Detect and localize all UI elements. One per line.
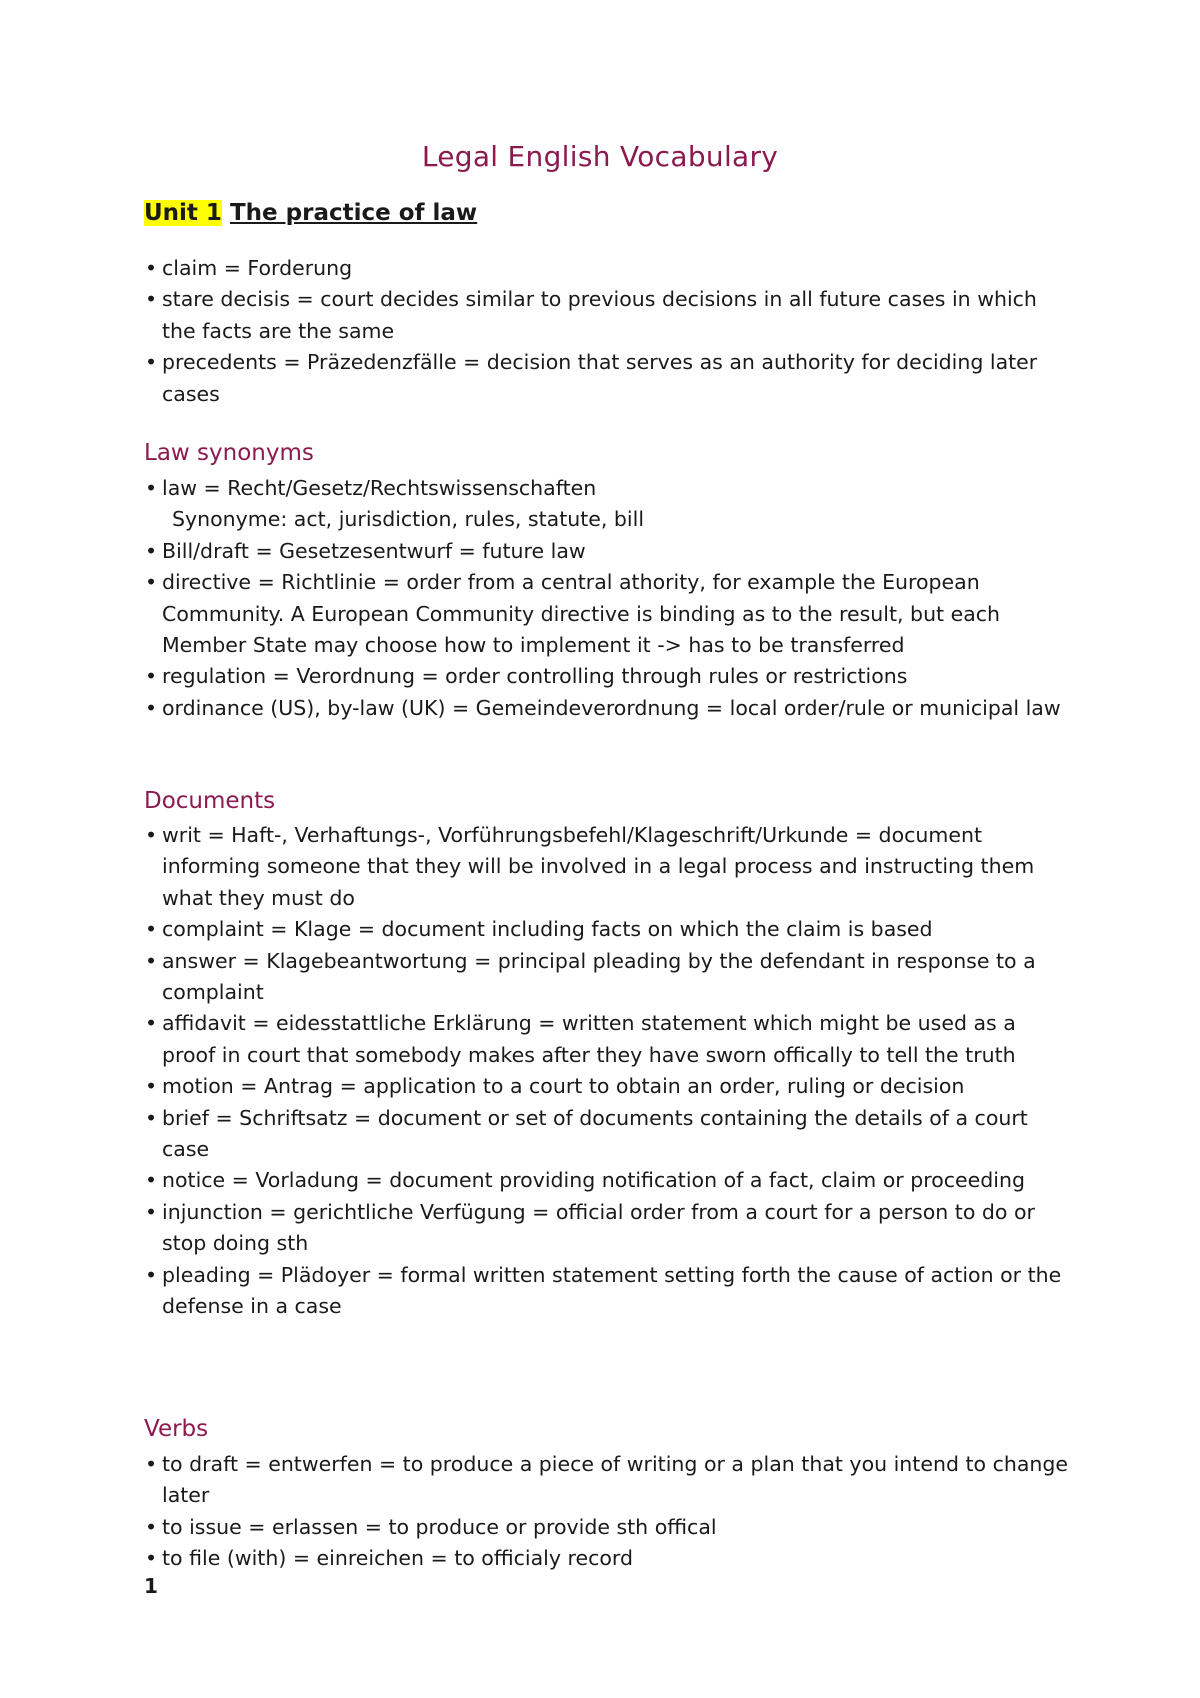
list-item: • injunction = gerichtliche Verfügung = official order from a court for a person to do or stop doing sth — [144, 1197, 1074, 1260]
list-subitem: Synonyme: act, jurisdiction, rules, statute, bill — [172, 507, 645, 532]
list-item: • motion = Antrag = application to a court to obtain an order, ruling or decision — [144, 1071, 1074, 1102]
list-item: • brief = Schriftsatz = document or set of documents containing the details of a court case — [144, 1103, 1074, 1166]
documents-list — [144, 820, 1074, 1323]
intro-list — [144, 253, 1074, 410]
section-heading-verbs: Verbs — [144, 1416, 209, 1442]
list-item: • directive = Richtlinie = order from a central athority, for example the European Community. A European Community directive is binding as to the result, but each Member State may choose how to implement it -> has to be transferred — [144, 567, 1074, 661]
list-item: • affidavit = eidesstattliche Erklärung = written statement which might be used as a proof in court that somebody makes after they have sworn offically to tell the truth — [144, 1008, 1074, 1071]
unit-topic: The practice of law — [229, 200, 478, 226]
list-item: • to draft = entwerfen = to produce a piece of writing or a plan that you intend to change later — [144, 1449, 1074, 1512]
list-item: • pleading = Plädoyer = formal written statement setting forth the cause of action or the defense in a case — [144, 1260, 1074, 1323]
list-item: • claim = Forderung — [144, 253, 1074, 284]
list-item: • answer = Klagebeantwortung = principal pleading by the defendant in response to a complaint — [144, 946, 1074, 1009]
section-heading-law-synonyms: Law synonyms — [144, 440, 314, 466]
list-item: • notice = Vorladung = document providing notification of a fact, claim or proceeding — [144, 1165, 1074, 1196]
unit-heading — [144, 200, 477, 226]
list-item: • writ = Haft-, Verhaftungs-, Vorführungsbefehl/Klageschrift/Urkunde = document informing someone that they will be involved in a legal process and instructing them what they must do — [144, 820, 1074, 914]
list-item: • precedents = Präzedenzfälle = decision that serves as an authority for deciding later cases — [144, 347, 1074, 410]
unit-label: Unit 1 — [144, 200, 222, 226]
verbs-list — [144, 1449, 1074, 1575]
list-item: • to file (with) = einreichen = to officialy record — [144, 1543, 1074, 1574]
list-item: • law = Recht/Gesetz/Rechtswissenschaften — [144, 473, 1074, 504]
section-heading-documents: Documents — [144, 788, 276, 814]
list-item: • Bill/draft = Gesetzesentwurf = future law — [144, 536, 1074, 567]
list-item: • ordinance (US), by-law (UK) = Gemeindeverordnung = local order/rule or municipal law — [144, 693, 1074, 724]
document-title: Legal English Vocabulary — [421, 140, 779, 173]
list-item: • stare decisis = court decides similar to previous decisions in all future cases in which the facts are the same — [144, 284, 1074, 347]
page-number: 1 — [144, 1574, 158, 1598]
list-item: • to issue = erlassen = to produce or provide sth offical — [144, 1512, 1074, 1543]
law-synonyms-list — [144, 473, 1074, 724]
list-item: • complaint = Klage = document including facts on which the claim is based — [144, 914, 1074, 945]
list-item: • regulation = Verordnung = order controlling through rules or restrictions — [144, 661, 1074, 692]
